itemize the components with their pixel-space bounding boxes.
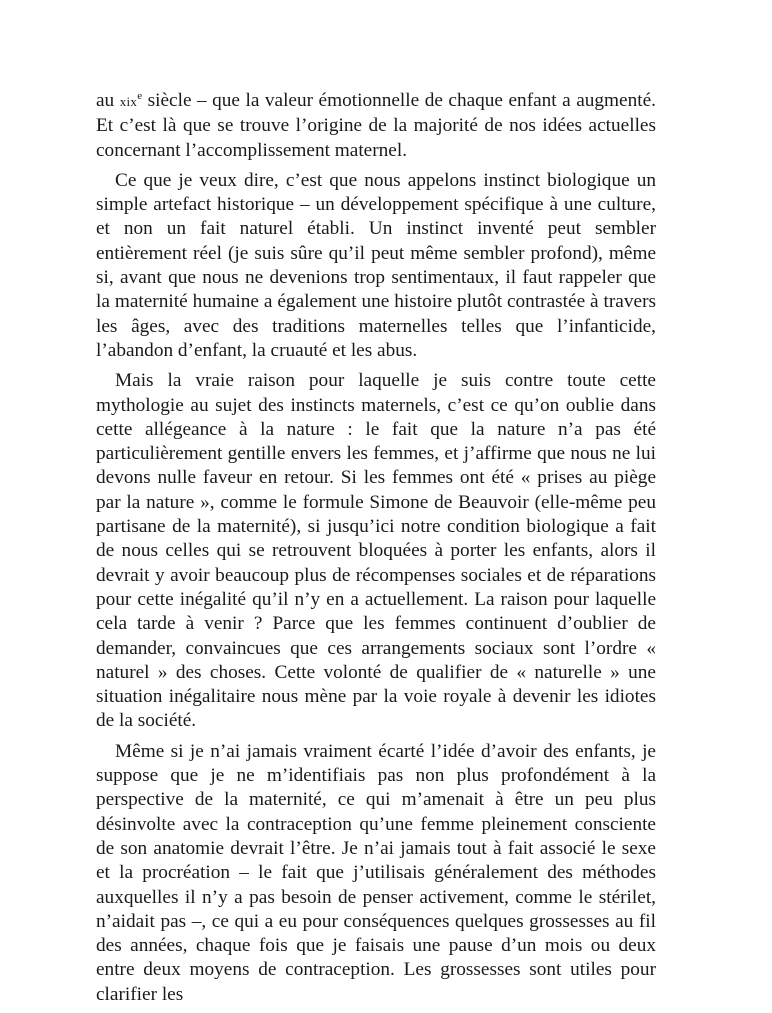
paragraph-1-text: siècle – que la valeur émotionnelle de chaque enfant a augmenté. Et c’est là que se trouve l’origine de la majorité de nos idées actuelles concernant l’accomplissement maternel. [96,90,656,161]
document-page [96,89,656,1013]
century-roman-numeral: xix [119,94,138,109]
paragraph-4: Même si je n’ai jamais vraiment écarté l’idée d’avoir des enfants, je suppose que je ne m’identifiais pas non plus profondément à la perspective de la maternité, ce qui m’amenait à être un peu plus désinvolte avec la contraception qu’une femme pleinement consciente de son anatomie devrait l’être. Je n’ai jamais tout à fait associé le sexe et la procréation – le fait que j’utilisais généralement des méthodes auxquelles il n’y a pas besoin de penser activement, comme le stérilet, n’aidait pas –, ce qui a eu pour conséquences quelques grossesses au fil des années, chaque fois que je faisais une pause d’un mois ou deux entre deux moyens de contraception. Les grossesses sont utiles pour clarifier les [96,740,656,1005]
paragraph-1 [96,89,656,163]
paragraph-1-lead: au [96,90,120,111]
century-superscript: e [137,90,143,102]
paragraph-2: Ce que je veux dire, c’est que nous appelons instinct biologique un simple artefact historique – un développement spécifique à une culture, et non un fait naturel établi. Un instinct inventé peut sembler entièrement réel (je suis sûre qu’il peut même sembler profond), même si, avant que nous ne devenions trop sentimentaux, il faut rappeler que la maternité humaine a également une histoire plutôt contrastée à travers les âges, avec des traditions maternelles telles que l’infanticide, l’abandon d’enfant, la cruauté et les abus. [96,169,656,361]
paragraph-3: Mais la vraie raison pour laquelle je suis contre toute cette mythologie au sujet des instincts maternels, c’est ce qu’on oublie dans cette allégeance à la nature : le fait que la nature n’a pas été particulièrement gentille envers les femmes, et j’affirme que nous ne lui devons nulle faveur en retour. Si les femmes ont été « prises au piège par la nature », comme le formule Simone de Beauvoir (elle-même peu partisane de la maternité), si jusqu’ici notre condition biologique a fait de nous celles qui se retrouvent bloquées à porter les enfants, alors il devrait y avoir beaucoup plus de récompenses sociales et de réparations pour cette inégalité qu’il n’y en a actuellement. La raison pour laquelle cela tarde à venir ? Parce que les femmes continuent d’oublier de demander, convaincues que ces arrangements sociaux sont l’ordre « naturel » des choses. Cette volonté de qualifier de « naturelle » une situation inégalitaire nous mène par la voie royale à devenir les idiotes de la société. [96,370,656,732]
